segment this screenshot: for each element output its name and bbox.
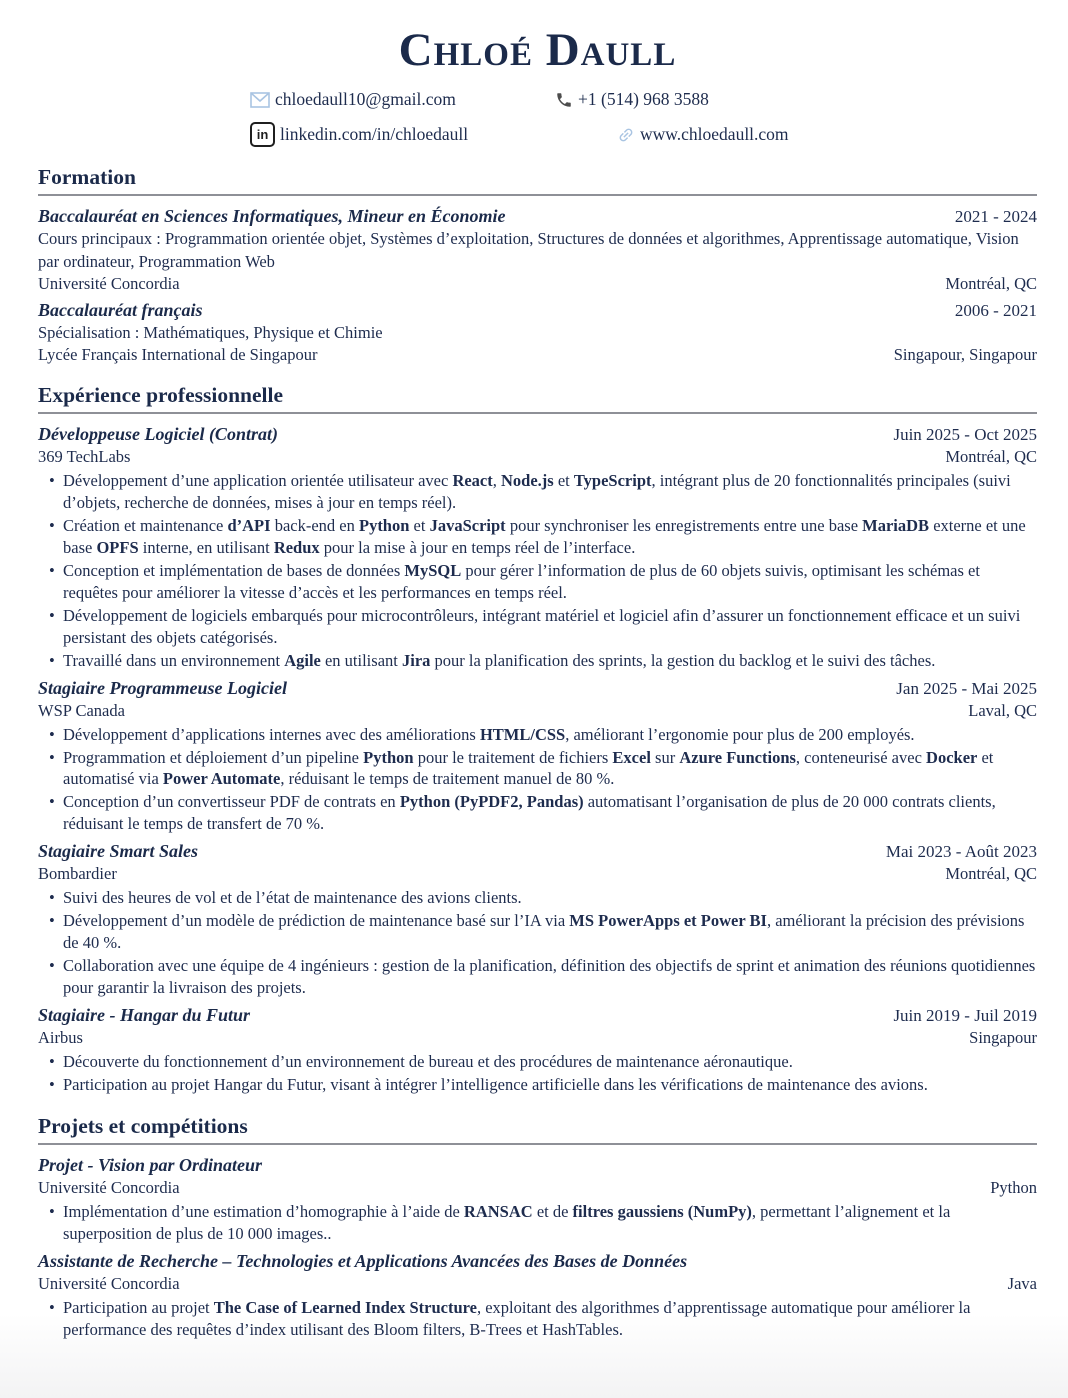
section-divider: [38, 412, 1037, 414]
bullet-item: • Développement d’une application orientée utilisateur avec React, Node.js et TypeScript, intégrant plus de 20 fonctionnalités principales (suivi d’objets, recherche de données, mises à jour en temps réel).: [38, 470, 1037, 514]
project-entry: [38, 1155, 1037, 1245]
contact-block: [250, 89, 825, 147]
school-location: Singapour, Singapour: [893, 345, 1037, 365]
job-bullets: [38, 724, 1037, 836]
bullet-item: • Découverte du fonctionnement d’un environnement de bureau et des procédures de maintenance aéronautique.: [38, 1051, 1037, 1073]
education-entry: [38, 206, 1037, 294]
resume-header: [38, 26, 1037, 147]
bullet-item: • Participation au projet The Case of Learned Index Structure, exploitant des algorithmes d’apprentissage automatique pour améliorer la performance des requêtes d’index utilisant des Bloom filters, B-Trees et HashTables.: [38, 1297, 1037, 1341]
linkedin-text: linkedin.com/in/chloedaull: [280, 124, 469, 145]
section-title-formation: Formation: [38, 165, 136, 190]
company-name: Bombardier: [38, 864, 117, 884]
company-location: Singapour: [969, 1027, 1037, 1047]
bullet-item: • Implémentation d’une estimation d’homographie à l’aide de RANSAC et de filtres gaussiens (NumPy), permettant l’alignement et la superposition de plus de 10 000 images..: [38, 1201, 1037, 1245]
degree-description: Spécialisation : Mathématiques, Physique et Chimie: [38, 322, 383, 342]
phone-text: +1 (514) 968 3588: [578, 89, 709, 110]
job-bullets: [38, 1051, 1037, 1096]
job-dates: Jan 2025 - Mai 2025: [896, 678, 1037, 698]
contact-email: [250, 89, 555, 110]
phone-icon: [555, 91, 573, 109]
company-location: Montréal, QC: [945, 447, 1037, 467]
bullet-item: • Développement d’applications internes avec des améliorations HTML/CSS, améliorant l’ergonomie pour plus de 200 employés.: [38, 724, 1037, 746]
project-bullets: [38, 1201, 1037, 1245]
school-name: Université Concordia: [38, 273, 180, 293]
project-bullets: [38, 1297, 1037, 1341]
degree-description: Cours principaux : Programmation orientée objet, Systèmes d’exploitation, Structures de données et algorithmes, Apprentissage automatique, Vision par ordinateur, Programmation Web: [38, 229, 1019, 271]
job-entry: [38, 841, 1037, 999]
job-entry: [38, 424, 1037, 671]
project-title: Assistante de Recherche – Technologies et Applications Avancées des Bases de Données: [38, 1250, 688, 1271]
bullet-item: • Conception et implémentation de bases de données MySQL pour gérer l’information de plus de 60 objets suivis, optimisant les schémas et requêtes pour améliorer la vitesse d’accès et les performances en temps réel.: [38, 560, 1037, 604]
contact-website: [555, 122, 825, 147]
section-title-experience: Expérience professionnelle: [38, 383, 284, 408]
degree-title: Baccalauréat en Sciences Informatiques, Mineur en Économie: [38, 206, 506, 227]
bullet-item: • Participation au projet Hangar du Futur, visant à intégrer l’intelligence artificielle dans les vérifications de maintenance des avions.: [38, 1074, 1037, 1096]
job-dates: Juin 2019 - Juil 2019: [893, 1005, 1037, 1025]
job-title: Stagiaire Programmeuse Logiciel: [38, 677, 287, 698]
job-entry: [38, 678, 1037, 836]
company-name: Airbus: [38, 1027, 83, 1047]
bullet-item: • Programmation et déploiement d’un pipeline Python pour le traitement de fichiers Excel sur Azure Functions, conteneurisé avec Docker et automatisé via Power Automate, réduisant le temps de traitement manuel de 80 %.: [38, 747, 1037, 791]
school-location: Montréal, QC: [945, 273, 1037, 293]
section-experience: [38, 383, 1037, 1096]
degree-title: Baccalauréat français: [38, 299, 203, 320]
section-divider: [38, 194, 1037, 196]
company-name: WSP Canada: [38, 700, 125, 720]
project-org: Université Concordia: [38, 1177, 180, 1197]
section-formation: [38, 165, 1037, 365]
job-entry: [38, 1005, 1037, 1096]
degree-dates: 2006 - 2021: [954, 300, 1037, 320]
job-bullets: [38, 887, 1037, 999]
page-title: Chloé Daull: [398, 24, 677, 76]
company-name: 369 TechLabs: [38, 447, 131, 467]
education-entry: [38, 300, 1037, 365]
bullet-item: • Collaboration avec une équipe de 4 ingénieurs : gestion de la planification, définition des objectifs de sprint et animation des réunions quotidiennes pour garantir la livraison des projets.: [38, 955, 1037, 999]
section-divider: [38, 1143, 1037, 1145]
company-location: Laval, QC: [968, 700, 1037, 720]
job-dates: Juin 2025 - Oct 2025: [893, 425, 1037, 445]
contact-phone: [555, 89, 825, 110]
section-title-projects: Projets et compétitions: [38, 1113, 248, 1138]
job-title: Stagiaire - Hangar du Futur: [38, 1004, 251, 1025]
project-tech: Java: [1007, 1273, 1037, 1293]
section-projects: [38, 1114, 1037, 1341]
email-text: chloedaull10@gmail.com: [275, 89, 456, 110]
contact-linkedin: [250, 122, 555, 147]
bullet-item: • Travaillé dans un environnement Agile en utilisant Jira pour la planification des sprints, la gestion du backlog et le suivi des tâches.: [38, 650, 1037, 672]
school-name: Lycée Français International de Singapour: [38, 345, 318, 365]
project-org: Université Concordia: [38, 1273, 180, 1293]
website-text: www.chloedaull.com: [640, 124, 789, 145]
bullet-item: • Conception d’un convertisseur PDF de contrats en Python (PyPDF2, Pandas) automatisant l’organisation de plus de 20 000 contrats clients, réduisant le temps de transfert de 70 %.: [38, 791, 1037, 835]
email-icon: [250, 92, 270, 108]
project-title: Projet - Vision par Ordinateur: [38, 1154, 263, 1175]
job-dates: Mai 2023 - Août 2023: [885, 842, 1037, 862]
linkedin-icon: in: [250, 122, 275, 147]
project-tech: Python: [990, 1177, 1037, 1197]
bullet-item: • Suivi des heures de vol et de l’état de maintenance des avions clients.: [38, 887, 1037, 909]
company-location: Montréal, QC: [945, 864, 1037, 884]
degree-dates: 2021 - 2024: [954, 207, 1037, 227]
job-bullets: [38, 470, 1037, 671]
job-title: Développeuse Logiciel (Contrat): [38, 424, 278, 445]
job-title: Stagiaire Smart Sales: [38, 841, 199, 862]
bullet-item: • Création et maintenance d’API back-end en Python et JavaScript pour synchroniser les enregistrements entre une base MariaDB externe et une base OPFS interne, en utilisant Redux pour la mise à jour en temps réel de l’interface.: [38, 515, 1037, 559]
bullet-item: • Développement d’un modèle de prédiction de maintenance basé sur l’IA via MS PowerApps et Power BI, améliorant la précision des prévisions de 40 %.: [38, 910, 1037, 954]
project-entry: [38, 1251, 1037, 1341]
link-icon: [617, 126, 635, 144]
bullet-item: • Développement de logiciels embarqués pour microcontrôleurs, intégrant matériel et logiciel afin d’assurer un fonctionnement efficace et un suivi persistant des objets catégorisés.: [38, 605, 1037, 649]
